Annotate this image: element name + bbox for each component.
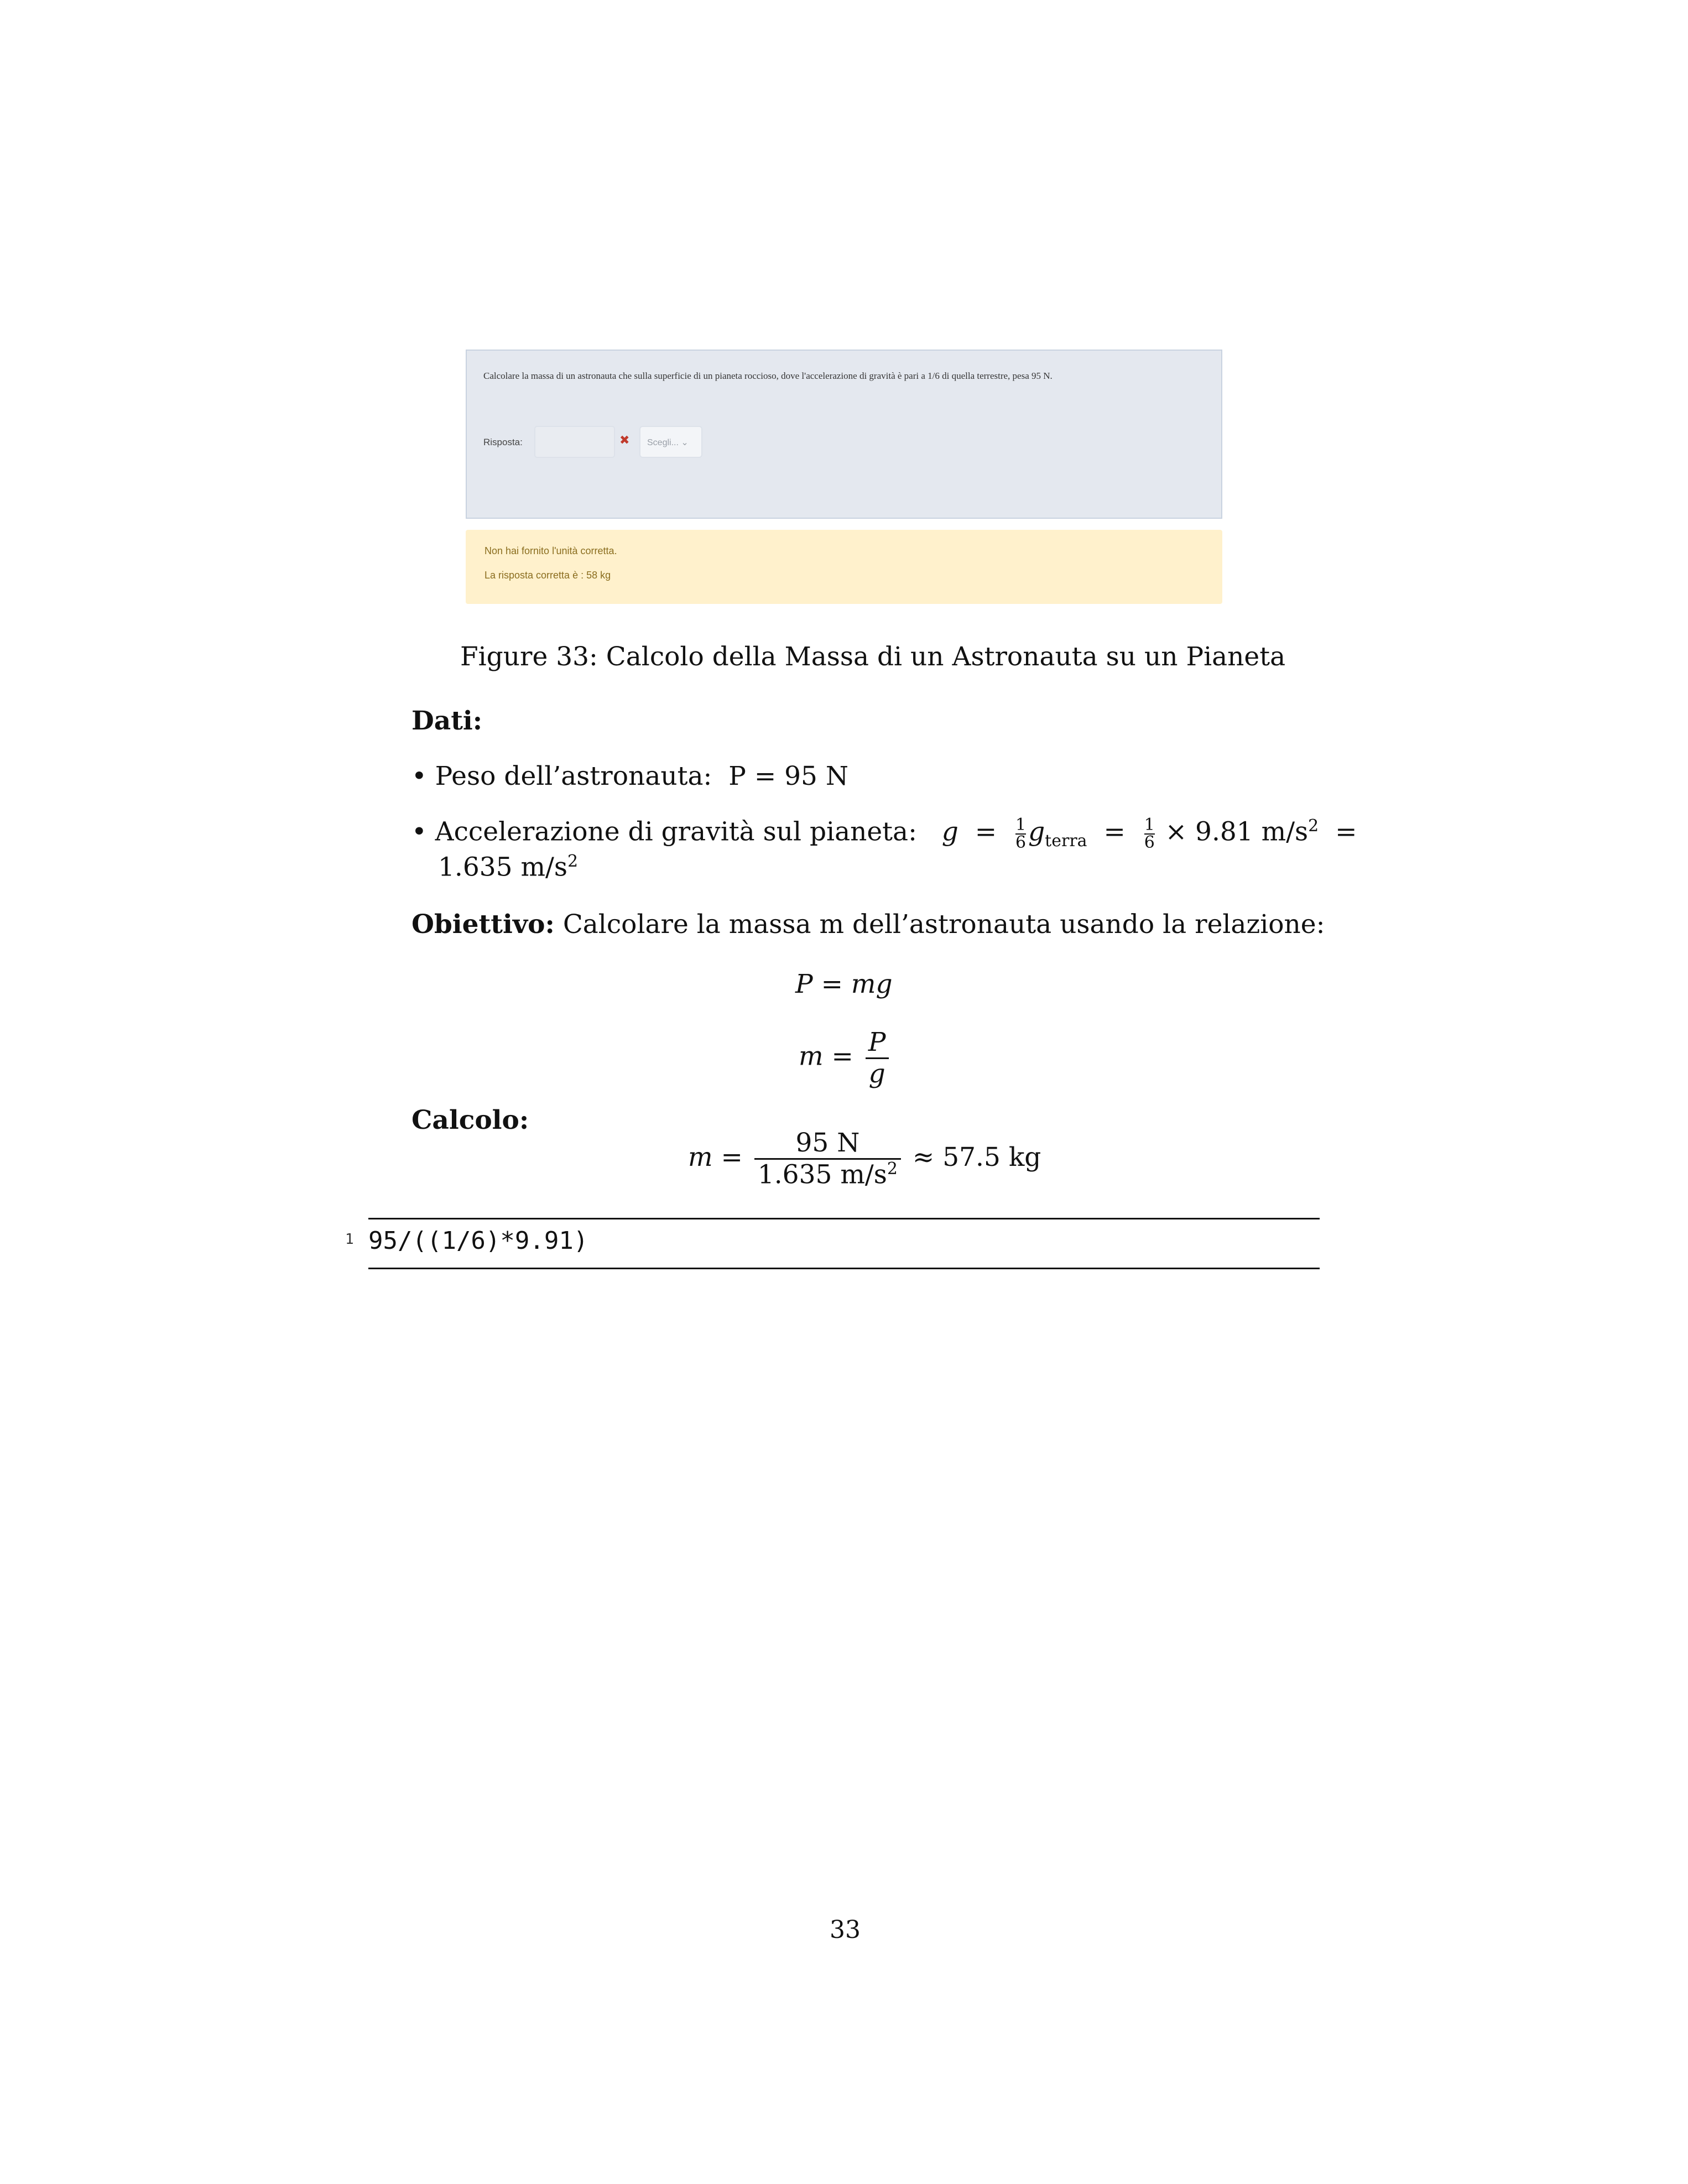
quiz-question-box [466,350,1222,519]
page-number: 33 [830,1916,861,1944]
feedback-box [466,530,1222,604]
bullet-peso: • Peso dell’astronauta: P = 95 N [411,761,849,791]
obiettivo-paragraph [411,909,1325,940]
dati-heading: Dati: [411,706,483,736]
quiz-question-text: Calcolare la massa di un astronauta che sulla superficie di un pianeta roccioso, dove l'accelerazione di gravità è pari a 1/6 di quella terrestre, pesa 95 N. [483,371,1053,381]
bullet-gravita-result: 1.635 $m/s^2$ [438,852,579,883]
bullet-gravita-label: Accelerazione di gravità sul pianeta: [435,816,917,847]
unit-select[interactable]: Scegli... ⌄ [639,426,702,458]
figure-caption: Figure 33: Calcolo della Massa di un Astronauta su un Pianeta [460,642,1286,672]
calculation-result: ≈ 57.5 kg [912,1141,1041,1172]
bullet-gravita: • Accelerazione di gravità sul pianeta: g = $\frac{1}{6}$ $g_{terra}$ = $\frac{1}{6}$ × 9.81 $m/s^2$ = [411,815,1357,852]
one-sixth-fraction: $\frac{1}{6}$ [1015,815,1027,852]
wrong-answer-icon: ✖ [619,434,630,447]
correct-answer-message: La risposta corretta è : 58 kg [484,570,611,581]
code-line: 95/((1/6)*9.91) [368,1227,588,1255]
bullet-peso-math: P = 95 N [728,761,849,791]
one-sixth-fraction-2: $\frac{1}{6}$ [1144,815,1155,852]
calcolo-heading: Calcolo: [411,1105,529,1135]
feedback-message: Non hai fornito l'unità corretta. [484,545,617,556]
answer-input[interactable] [534,426,615,458]
code-line-number: 1 [345,1231,354,1248]
bullet-peso-label: Peso dell’astronauta: [435,761,712,791]
obiettivo-heading: Obiettivo: [411,909,555,940]
equation-calculation: m = $\frac{95 N}{1.635 m/s^2}$ ≈ 57.5 kg [688,1128,1041,1190]
code-rule-bottom [368,1268,1320,1269]
equation-mass: m = $\frac{P}{g}$ [799,1028,892,1089]
obiettivo-text: Calcolare la massa m dell’astronauta usando la relazione: [562,909,1325,940]
answer-label: Risposta: [483,437,523,447]
equation-weight: P = mg [795,969,893,999]
code-rule-top [368,1218,1320,1219]
